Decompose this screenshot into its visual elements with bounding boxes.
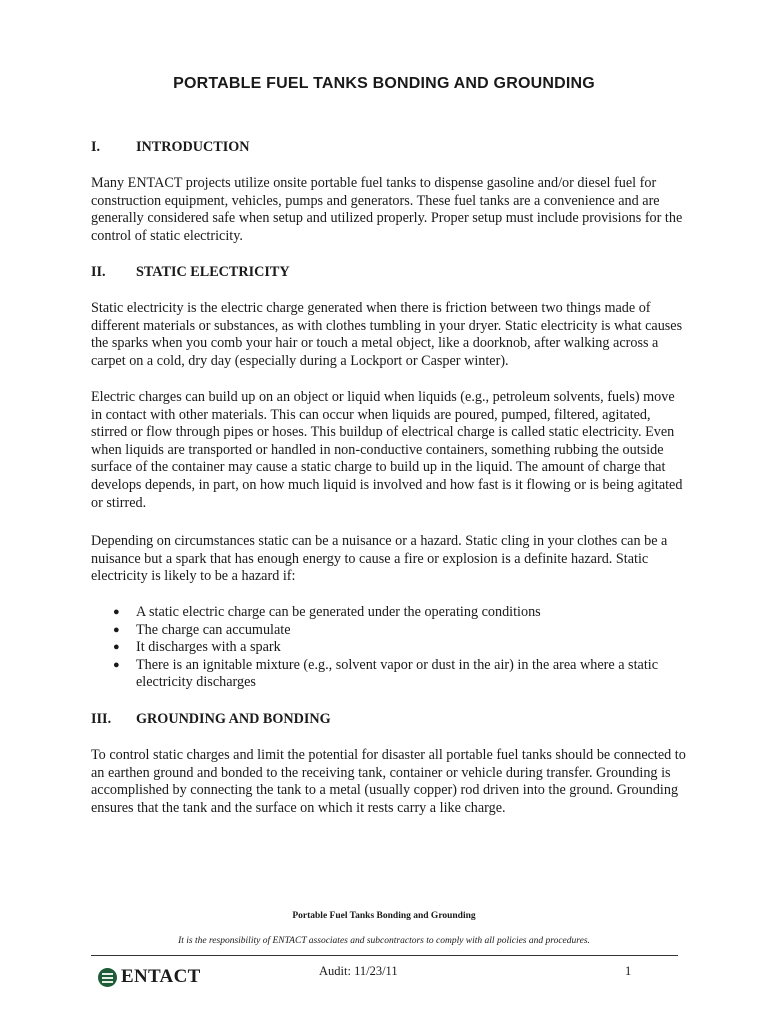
footer-policy-note: It is the responsibility of ENTACT associates and subcontractors to comply with all policies and procedures. — [178, 936, 590, 946]
list-item: ● There is an ignitable mixture (e.g., solvent vapor or dust in the air) in the area where a static electricity discharges — [113, 656, 658, 691]
section-title: GROUNDING AND BONDING — [136, 711, 331, 727]
footer-divider — [91, 955, 678, 956]
section-heading-grounding-bonding — [91, 711, 331, 728]
bullet-icon: ● — [113, 658, 120, 671]
entact-logo-icon — [98, 968, 117, 987]
section-number: I. — [91, 139, 101, 155]
list-item: ● It discharges with a spark — [113, 639, 281, 656]
static-paragraph-2: Electric charges can build up on an object or liquid when liquids (e.g., petroleum solvents, fuels) move in contact with other materials. This can occur when liquids are poured, pumped, filtered, agitated, stirred or flow through pipes or hoses. This buildup of electrical charge is called static electricity. Even when liquids are transported or handled in non-conductive containers, something rubbing the outside surface of the container may cause a static charge to build up in the liquid. The amount of charge that develops depends, in part, on how much liquid is involved and how fast is it flowing or is being agitated or stirred. — [91, 389, 683, 511]
bullet-icon: ● — [113, 641, 120, 654]
audit-date: Audit: 11/23/11 — [319, 964, 398, 978]
document-title: PORTABLE FUEL TANKS BONDING AND GROUNDING — [173, 75, 595, 92]
section-heading-static-electricity — [91, 264, 290, 281]
section-heading-introduction — [91, 139, 250, 156]
bullet-icon: ● — [113, 623, 120, 636]
list-item: ● A static electric charge can be generated under the operating conditions — [113, 604, 541, 620]
introduction-paragraph: Many ENTACT projects utilize onsite portable fuel tanks to dispense gasoline and/or diesel fuel for construction equipment, vehicles, pumps and generators. These fuel tanks are a convenience and are generally considered safe when setup and utilized properly. Proper setup must include provisions for the control of static electricity. — [91, 175, 683, 244]
static-paragraph-3: Depending on circumstances static can be a nuisance or a hazard. Static cling in your clothes can be a nuisance but a spark that has enough energy to cause a fire or explosion is a definite hazard. Static electricity is likely to be a hazard if: — [91, 533, 668, 585]
section-title: STATIC ELECTRICITY — [136, 264, 290, 280]
static-paragraph-1: Static electricity is the electric charge generated when there is friction between two things made of different materials or substances, as with clothes tumbling in your dryer. Static electricity is what causes the sparks when you comb your hair or touch a metal object, like a doorknob, after walking across a carpet on a cold, dry day (especially during a Lockport or Casper winter). — [91, 300, 683, 369]
section-title: INTRODUCTION — [136, 139, 250, 155]
list-item: ● The charge can accumulate — [113, 621, 291, 638]
page-number: 1 — [625, 964, 632, 978]
entact-logo — [98, 966, 201, 988]
logo-text: ENTACT — [121, 966, 201, 987]
grounding-paragraph: To control static charges and limit the potential for disaster all portable fuel tanks should be connected to an earthen ground and bonded to the receiving tank, container or vehicle during transfer. Grounding is accomplished by connecting the tank to a metal (usually copper) rod driven into the ground. Grounding ensures that the tank and the surface on which it rests carry a like charge. — [91, 747, 686, 816]
bullet-icon: ● — [113, 606, 120, 618]
hazard-conditions-list — [91, 604, 686, 692]
footer-title: Portable Fuel Tanks Bonding and Grounding — [292, 911, 476, 921]
section-number: III. — [91, 711, 112, 727]
section-number: II. — [91, 264, 106, 280]
